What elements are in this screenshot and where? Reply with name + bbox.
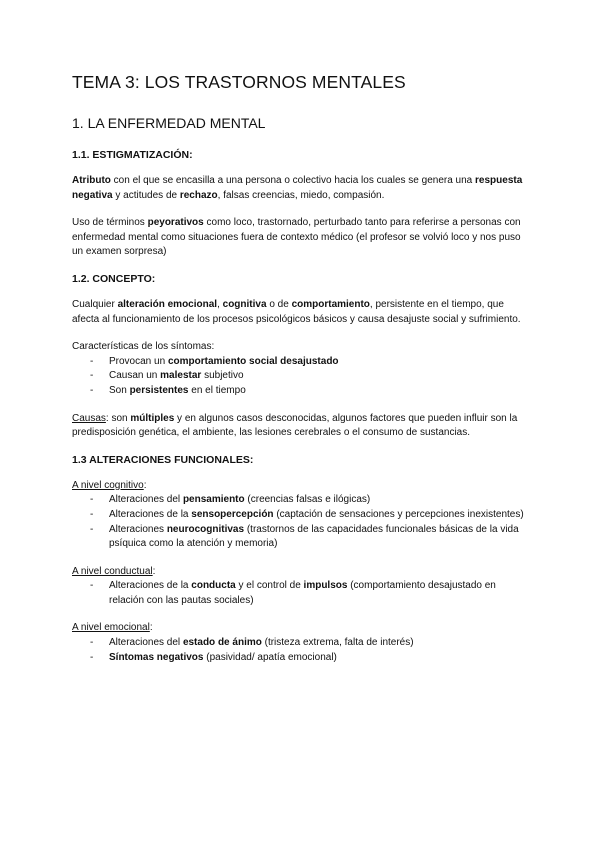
caracteristicas-label: Características de los síntomas:: [72, 341, 215, 353]
nivel-cognitivo-label: A nivel cognitivo:: [72, 479, 147, 491]
list-item: - Alteraciones del estado de ánimo (tristeza extrema, falta de interés): [90, 637, 414, 649]
section-heading-enfermedad-mental: 1. LA ENFERMEDAD MENTAL: [72, 115, 266, 131]
list-item: - Alteraciones neurocognitivas (trastornos de las capacidades funcionales básicas de la vida psíquica como la atención y memoria): [90, 523, 519, 550]
estigmatizacion-paragraph-1: Atributo con el que se encasilla a una persona o colectivo hacia los cuales se genera una respuesta negativa y actitudes de rechazo, falsas creencias, miedo, compasión.: [72, 175, 523, 201]
estigmatizacion-paragraph-2: Uso de términos peyorativos como loco, trastornado, perturbado tanto para referirse a personas con enfermedad mental como situaciones fuera de contexto médico (el profesor se volvió loco y nos puso un examen sorpresa): [72, 217, 521, 258]
list-item: - Alteraciones de la sensopercepción (captación de sensaciones y percepciones inexistentes): [90, 508, 524, 520]
list-item: - Son persistentes en el tiempo: [90, 384, 246, 396]
subsection-heading-estigmatizacion: 1.1. ESTIGMATIZACIÓN:: [72, 149, 193, 161]
nivel-cognitivo-list: [72, 493, 528, 551]
nivel-emocional-label: A nivel emocional:: [72, 622, 153, 634]
list-item: - Provocan un comportamiento social desajustado: [90, 355, 339, 367]
list-item: - Alteraciones del pensamiento (creencias falsas e ilógicas): [90, 494, 371, 506]
nivel-emocional-list: [72, 636, 528, 665]
subsection-heading-alteraciones-funcionales: 1.3 ALTERACIONES FUNCIONALES:: [72, 453, 254, 466]
nivel-conductual-label: A nivel conductual:: [72, 565, 156, 577]
causas-paragraph: Causas: son múltiples y en algunos casos desconocidas, algunos factores que pueden influir son la predisposición genética, el ambiente, las lesiones cerebrales o el consumo de sustancias.: [72, 412, 518, 439]
document-title: TEMA 3: LOS TRASTORNOS MENTALES: [72, 72, 406, 92]
list-item: - Alteraciones de la conducta y el control de impulsos (comportamiento desajustado en relación con las pautas sociales): [90, 580, 496, 606]
concepto-paragraph: Cualquier alteración emocional, cognitiva o de comportamiento, persistente en el tiempo, que afecta al funcionamiento de los procesos psicológicos básicos y causa desajuste social y sufrimiento.: [72, 298, 521, 325]
subsection-heading-concepto: 1.2. CONCEPTO:: [72, 272, 156, 285]
list-item: - Síntomas negativos (pasividad/ apatía emocional): [90, 651, 337, 663]
sintomas-list: [72, 355, 528, 399]
list-item: - Causan un malestar subjetivo: [90, 370, 244, 382]
nivel-conductual-list: [72, 579, 528, 608]
